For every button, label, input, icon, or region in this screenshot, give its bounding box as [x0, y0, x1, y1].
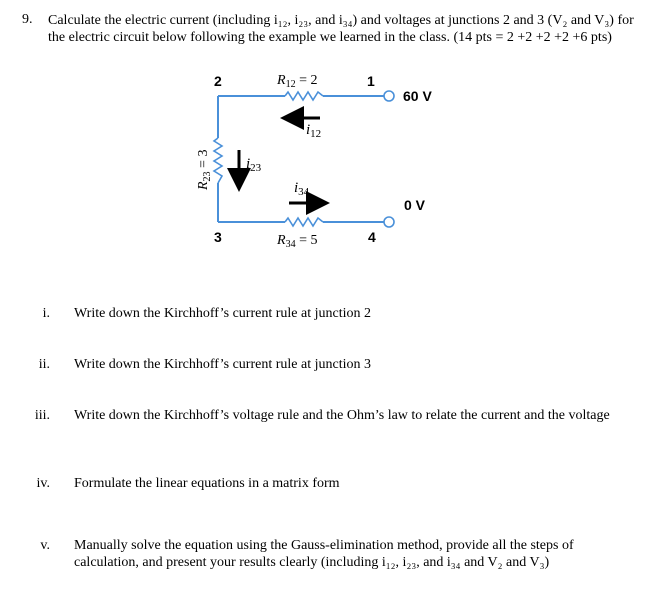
sub-item-numeral: iv. — [36, 476, 50, 491]
node-label-3: 3 — [214, 229, 222, 245]
terminal-node1 — [384, 91, 394, 101]
terminal-node4 — [384, 217, 394, 227]
resistor-r34 — [285, 218, 323, 226]
voltage-label-60v: 60 V — [403, 88, 432, 104]
resistor-r12 — [285, 92, 323, 100]
voltage-label-0v: 0 V — [404, 197, 426, 213]
resistor-r23 — [214, 138, 222, 183]
node-label-4: 4 — [368, 229, 376, 245]
sub-item-text: Formulate the linear equations in a matrix form — [74, 476, 340, 491]
sub-item-text: Write down the Kirchhoff’s current rule at junction 3 — [74, 357, 371, 372]
sub-item-numeral: iii. — [34, 408, 50, 423]
node-label-1: 1 — [367, 73, 375, 89]
sub-item-text: Write down the Kirchhoff’s voltage rule and the Ohm’s law to relate the current and the voltage — [74, 408, 610, 423]
label-r34: $R_{34} = 5$ — [277, 233, 318, 250]
sub-item-numeral: i. — [42, 306, 50, 321]
label-i34: $i_{34}$ — [294, 180, 310, 198]
sub-item-text: Write down the Kirchhoff’s current rule at junction 2 — [74, 306, 371, 321]
question-number: 9. — [22, 12, 33, 27]
question-text: Calculate the electric current (including i₁₂, i₂₃, and i₃₄) and voltages at junctions 2 and 3 (V₂ and V₃) for the electric circuit below following the example we learned in the class. (14 pts = 2 +2 +2 +2 +6 pts) — [48, 13, 634, 45]
label-i23: $i_{23}$ — [246, 156, 262, 174]
label-i12: $i_{12}$ — [306, 122, 322, 140]
circuit-diagram — [0, 0, 660, 300]
sub-item-numeral: ii. — [38, 357, 50, 372]
sub-item-numeral: v. — [40, 538, 50, 553]
label-r23: $R_{23} = 3$ — [196, 149, 213, 190]
node-label-2: 2 — [214, 73, 222, 89]
sub-item-text: Manually solve the equation using the Gauss-elimination method, provide all the steps of calculation, and present your results clearly (including i₁₂, i₂₃, and i₃₄ and V₂ and V₃) — [74, 538, 574, 570]
label-r12: $R_{12} = 2$ — [277, 73, 318, 90]
